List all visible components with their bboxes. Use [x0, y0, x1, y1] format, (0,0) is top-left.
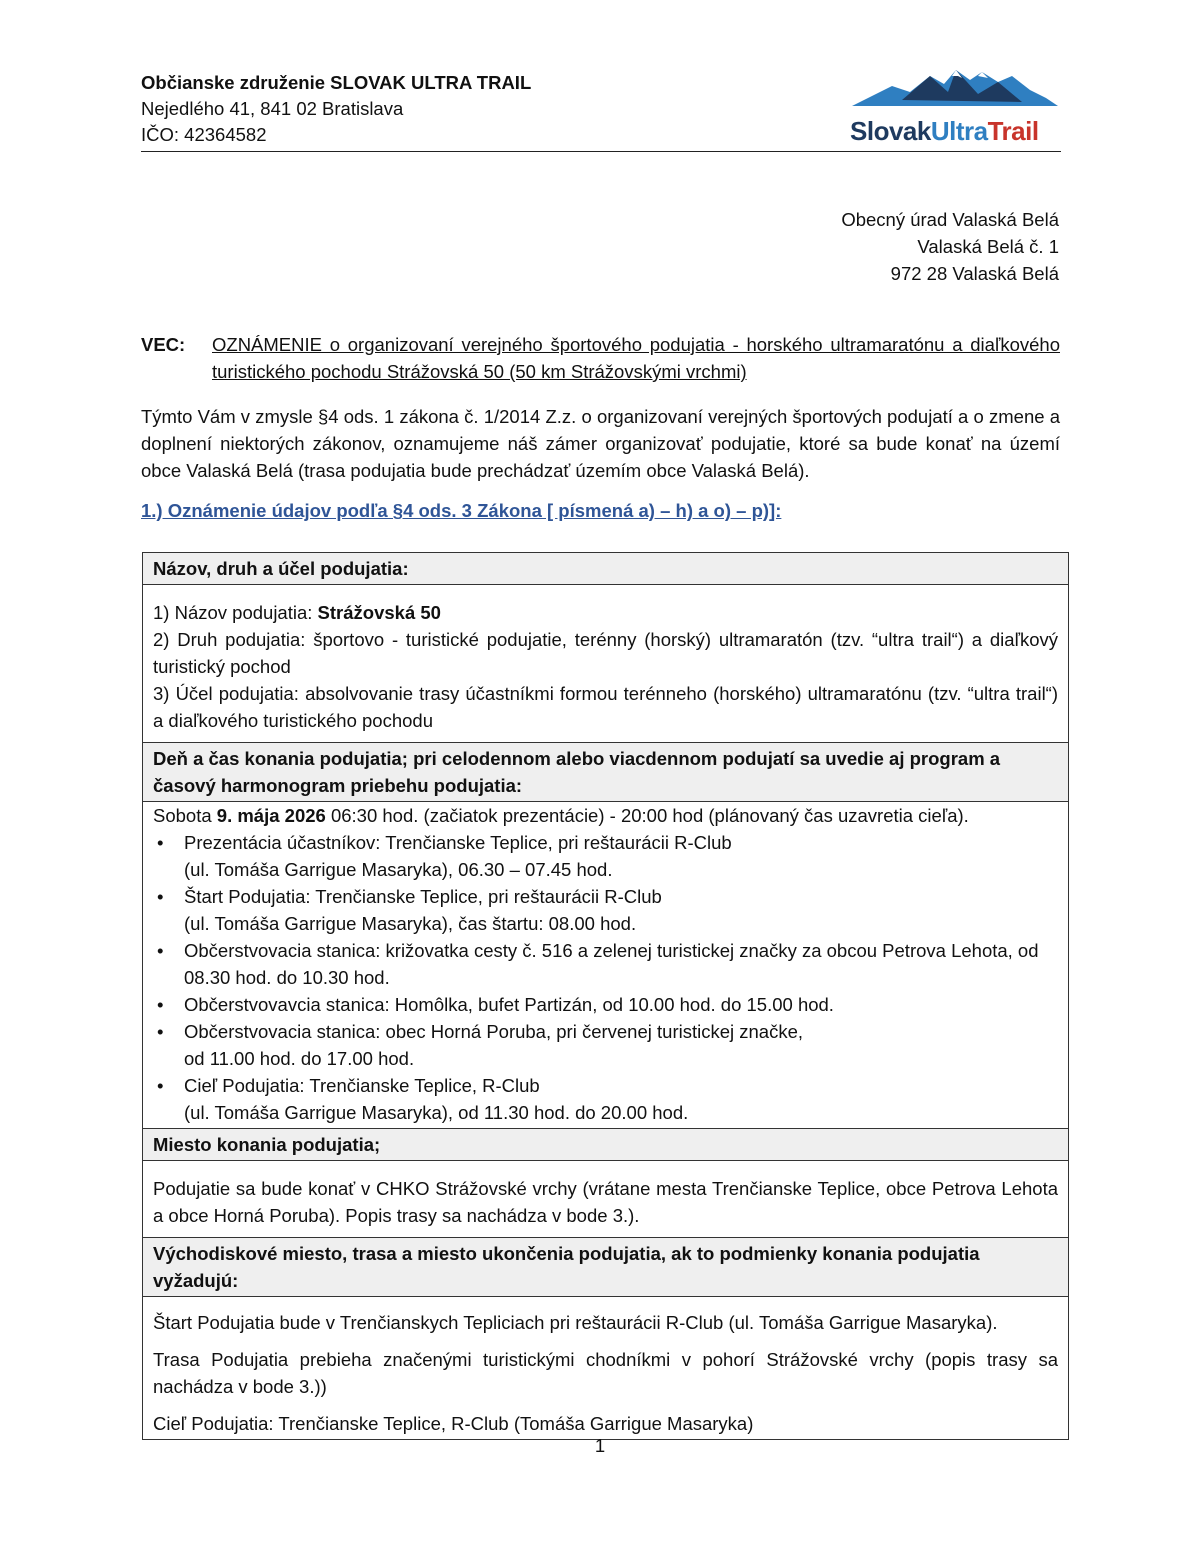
schedule-item [153, 991, 1058, 1018]
recipient-line: Valaská Belá č. 1 [917, 236, 1059, 257]
recipient-line: 972 28 Valaská Belá [890, 263, 1059, 284]
schedule-item [153, 1072, 1058, 1126]
schedule-item-text: Občerstvovavcia stanica: Homôlka, bufet Partizán, od 10.00 hod. do 15.00 hod. [184, 994, 834, 1015]
event-type-line: 2) Druh podujatia: športovo - turistické podujatie, terénny (horský) ultramaratón (tzv. “ultra trail“) a diaľkový turistický pochod [153, 629, 1058, 677]
organization-name: Občianske združenie SLOVAK ULTRA TRAIL [141, 72, 532, 93]
table-row-header: Miesto konania podujatia; [143, 1129, 1068, 1161]
schedule-list [153, 829, 1058, 1126]
schedule-item-text: Prezentácia účastníkov: Trenčianske Teplice, pri reštaurácii R-Club [184, 832, 732, 853]
event-name-value: Strážovská 50 [317, 602, 441, 623]
table-row-body [143, 1297, 1068, 1439]
logo-text [850, 116, 1039, 147]
event-date-value: 9. mája 2026 [216, 805, 326, 826]
event-name-line [153, 599, 1058, 626]
event-date-suffix: 06:30 hod. (začiatok prezentácie) - 20:00 hod (plánovaný čas uzavretia cieľa). [325, 805, 969, 826]
bullet-icon: • [157, 994, 164, 1015]
bullet-icon: • [157, 1021, 164, 1042]
event-info-table [142, 552, 1069, 1440]
schedule-item-text: (ul. Tomáša Garrigue Masaryka), od 11.30 hod. do 20.00 hod. [184, 1102, 689, 1123]
logo-word-slovak: Slovak [850, 116, 931, 146]
event-date-line [153, 802, 1058, 829]
schedule-item-text: Občerstvovacia stanica: križovatka cesty č. 516 a zelenej turistickej značky za obcou Petrova Lehota, od 08.30 hod. do 10.30 hod. [184, 940, 1039, 988]
table-row-header: Názov, druh a účel podujatia: [143, 553, 1068, 585]
event-purpose-line: 3) Účel podujatia: absolvovanie trasy účastníkmi formou terénneho (horského) ultramaratónu (tzv. “ultra trail“) a diaľkového turistického pochodu [153, 683, 1058, 731]
schedule-item-text: (ul. Tomáša Garrigue Masaryka), 06.30 – 07.45 hod. [184, 859, 613, 880]
recipient-line: Obecný úrad Valaská Belá [841, 209, 1059, 230]
schedule-item-text: od 11.00 hod. do 17.00 hod. [184, 1048, 415, 1069]
page-number: 1 [594, 1435, 606, 1456]
bullet-icon: • [157, 940, 164, 961]
event-name-prefix: 1) Názov podujatia: [153, 602, 318, 623]
table-row-header: Deň a čas konania podujatia; pri celodennom alebo viacdennom podujatí sa uvedie aj program a časový harmonogram priebehu podujatia: [143, 743, 1068, 802]
table-row-body: Podujatie sa bude konať v CHKO Strážovské vrchy (vrátane mesta Trenčianske Teplice, obce Petrova Lehota a obce Horná Poruba). Popis trasy sa nachádza v bode 3.). [143, 1161, 1068, 1238]
route-start-line: Štart Podujatia bude v Trenčianskych Tepliciach pri reštaurácii R-Club (ul. Tomáša Garrigue Masaryka). [153, 1312, 998, 1333]
schedule-item-text: Štart Podujatia: Trenčianske Teplice, pri reštaurácii R-Club [184, 886, 662, 907]
event-date-prefix: Sobota [153, 805, 217, 826]
recipient-address [841, 206, 1059, 287]
schedule-item-text: Cieľ Podujatia: Trenčianske Teplice, R-Club [184, 1075, 540, 1096]
organization-address: Nejedlého 41, 841 02 Bratislava [141, 98, 404, 119]
logo-word-ultra: Ultra [930, 116, 988, 146]
intro-paragraph: Týmto Vám v zmysle §4 ods. 1 zákona č. 1/2014 Z.z. o organizovaní verejných športových podujatí a o zmene a doplnení niektorých zákonov, oznamujeme náš zámer organizovať podujatie, ktoré sa bude konať na území obce Valaská Belá (trasa podujatia bude prechádzať územím obce Valaská Belá). [141, 406, 1060, 481]
route-finish-line: Cieľ Podujatia: Trenčianske Teplice, R-Club (Tomáša Garrigue Masaryka) [153, 1413, 754, 1434]
table-row-body [143, 802, 1068, 1129]
section-heading: 1.) Oznámenie údajov podľa §4 ods. 3 Zákona [ písmená a) – h) a o) – p)]: [141, 500, 782, 521]
subject-text: OZNÁMENIE o organizovaní verejného športového podujatia - horského ultramaratónu a diaľkového turistického pochodu Strážovská 50 (50 km Strážovskými vrchmi) [212, 334, 1060, 382]
slovak-ultra-trail-logo [848, 62, 1060, 148]
schedule-item [153, 937, 1058, 991]
bullet-icon: • [157, 1075, 164, 1096]
subject-label: VEC: [141, 334, 186, 355]
mountain-logo-icon [852, 62, 1058, 110]
organization-ico: IČO: 42364582 [141, 124, 267, 145]
schedule-item [153, 1018, 1058, 1072]
header-divider [141, 151, 1061, 152]
organization-block [141, 70, 531, 148]
table-row-body [143, 585, 1068, 743]
bullet-icon: • [157, 832, 164, 853]
table-row-header: Východiskové miesto, trasa a miesto ukončenia podujatia, ak to podmienky konania podujatia vyžadujú: [143, 1238, 1068, 1297]
bullet-icon: • [157, 886, 164, 907]
schedule-item [153, 883, 1058, 937]
schedule-item-text: Občerstvovacia stanica: obec Horná Poruba, pri červenej turistickej značke, [184, 1021, 804, 1042]
schedule-item [153, 829, 1058, 883]
logo-word-trail: Trail [987, 116, 1039, 146]
schedule-item-text: (ul. Tomáša Garrigue Masaryka), čas štartu: 08.00 hod. [184, 913, 637, 934]
route-trail-line: Trasa Podujatia prebieha značenými turistickými chodníkmi v pohorí Strážovské vrchy (popis trasy sa nachádza v bode 3.)) [153, 1349, 1058, 1397]
